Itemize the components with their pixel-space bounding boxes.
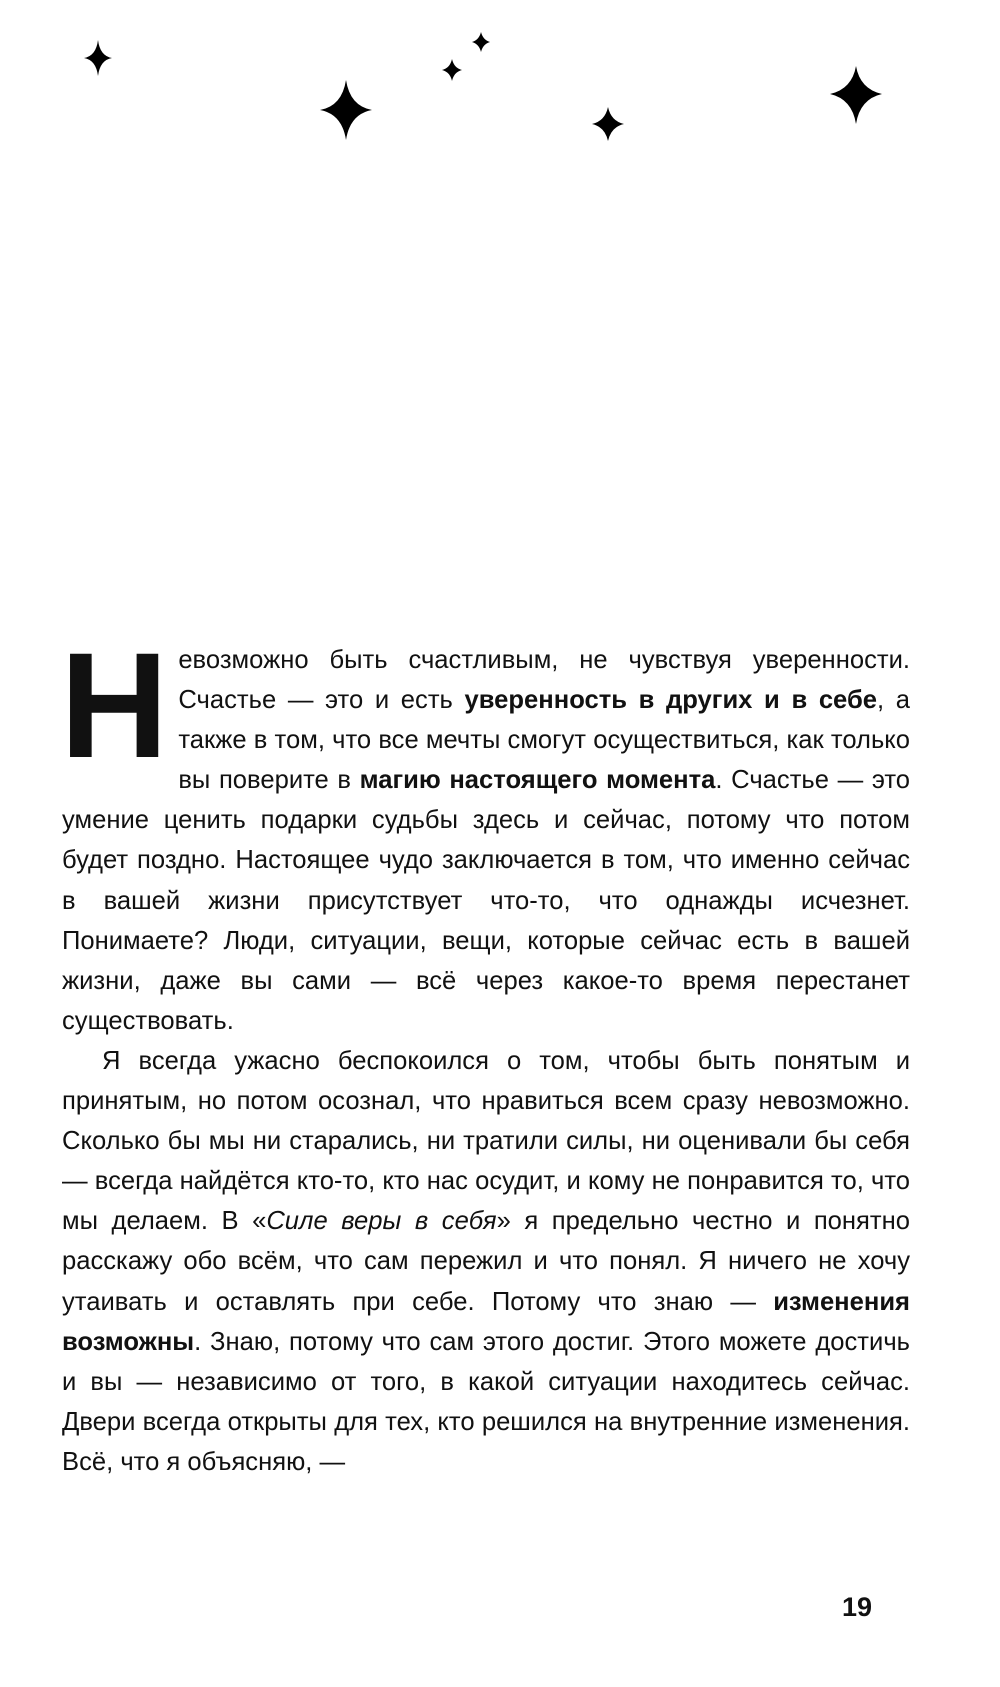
star-icon [830,66,882,124]
body-text [60,621,911,1482]
stars-decoration [0,0,1000,160]
star-icon [320,80,372,140]
text-run: , а также в том, что все мечты смогут осуществиться, как только вы поверите в [178,686,910,795]
text-run: . Знаю, потому что сам этого достиг. Этого можете достичь и вы — независимо от того, в какой ситуации находитесь сейчас. Двери всегда открыты для тех, кто решился на внутренние изменения. Всё, что я объясняю, — [62,1327,910,1476]
text-run: евозможно быть счастливым, не чувствуя уверенности. Счастье — это и есть [178,646,910,715]
text-run: . Счастье — это умение ценить подарки судьбы здесь и сейчас, потому что потом будет поздно. Настоящее чудо заключается в том, что именно сейчас в вашей жизни присутствует что-то, что однажды исчезнет. Понимаете? Люди, ситуации, вещи, которые сейчас есть в вашей жизни, даже вы сами — всё через какое-то время перестанет существовать. [62,766,911,1035]
bold-phrase: изменения возможны [62,1287,910,1356]
page-number: 19 [842,1592,873,1622]
star-icon [442,59,462,81]
drop-cap: Н [60,621,169,789]
paragraph-1 [60,621,911,1041]
star-icon [472,32,490,52]
paragraph-2 [62,1041,910,1482]
bold-phrase: магию настоящего момента [359,766,716,795]
star-icon [84,40,112,76]
text-run: Я всегда ужасно беспокоился о том, чтобы быть понятым и принятым, но потом осознал, что нравиться всем сразу невозможно. Сколько бы мы ни старались, ни тратили силы, ни оценивали бы себя — всегда найдётся кто-то, кто нас осудит, и кому не понравится то, что мы делаем. В « [62,1046,910,1236]
italic-title: Силе веры в себя [266,1207,497,1236]
text-run: » я предельно честно и понятно расскажу обо всём, что сам пережил и что понял. Я ничего не хочу утаивать и оставлять при себе. Потому что знаю — [62,1207,910,1316]
star-icon [592,107,624,141]
bold-phrase: уверенность в других и в себе [464,686,877,715]
